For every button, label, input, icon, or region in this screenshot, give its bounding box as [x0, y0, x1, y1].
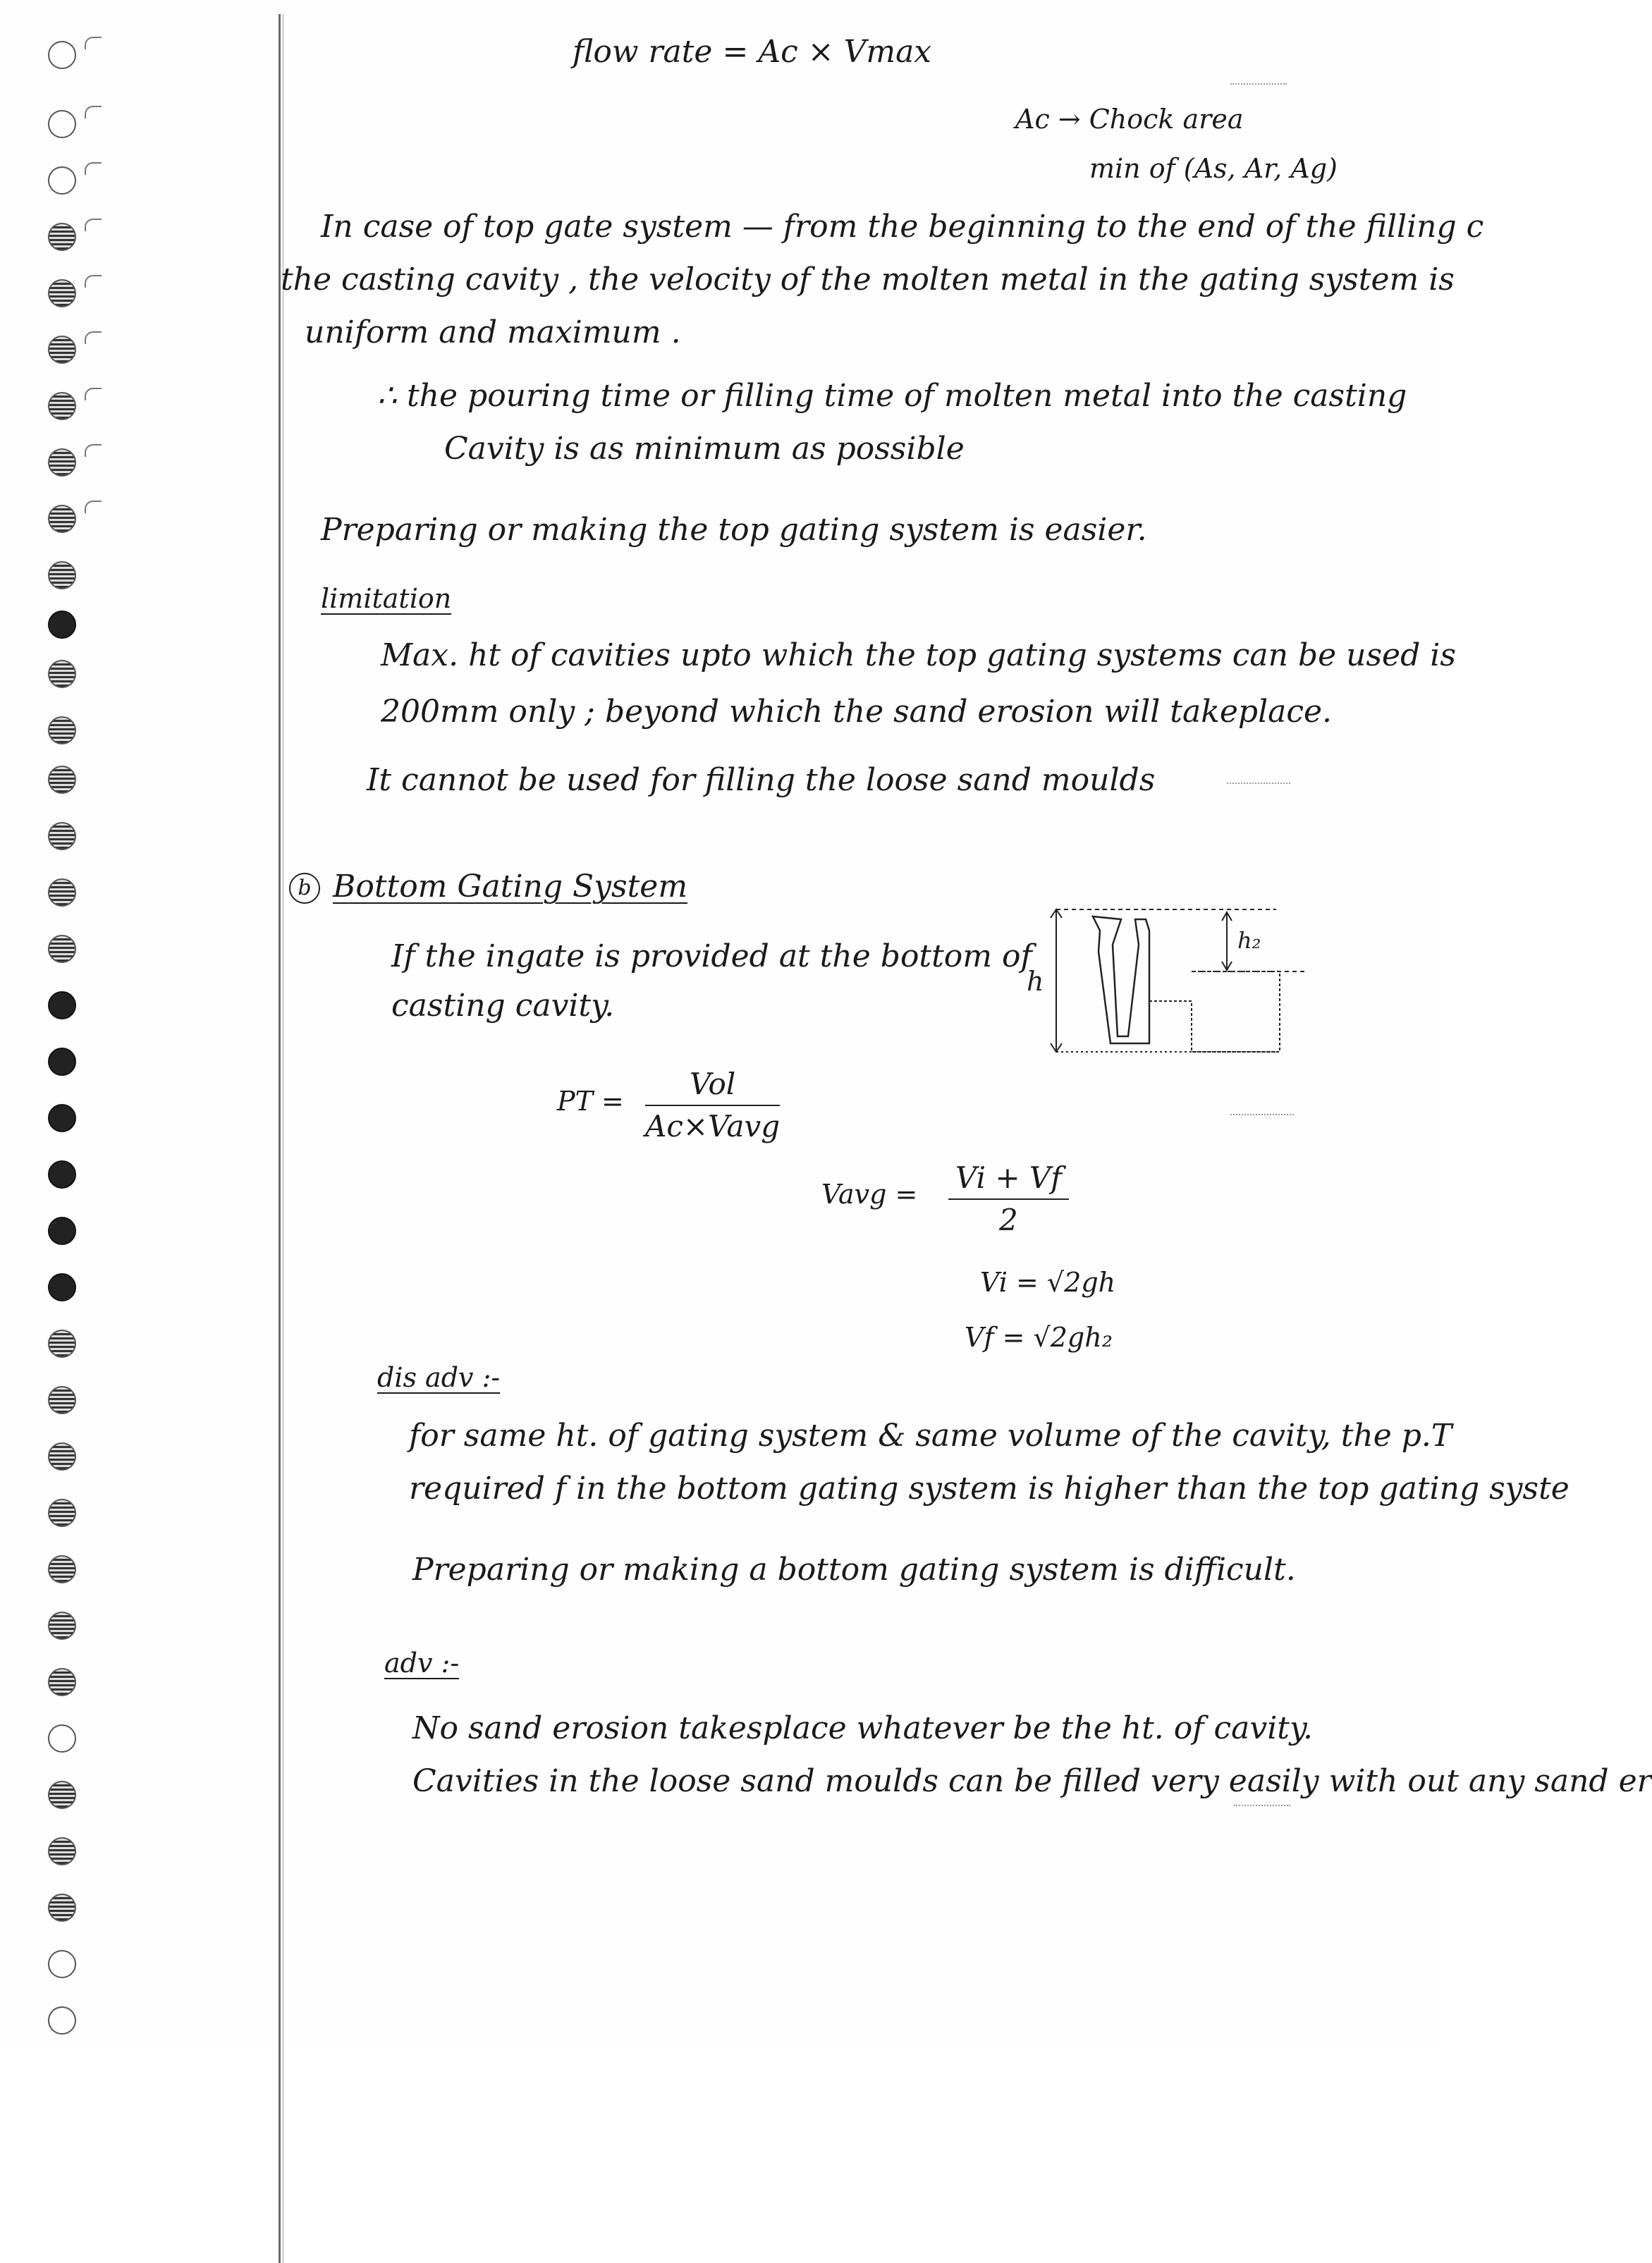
top-gate-para-line-1: In case of top gate system — from the beginning to the end of the filling c	[321, 209, 1484, 245]
adv-line-2: Cavities in the loose sand moulds can be filled very easily with out any sand er	[412, 1763, 1652, 1799]
pt-fraction	[645, 1068, 780, 1143]
binder-hole	[48, 2006, 76, 2035]
binder-hole	[48, 336, 76, 364]
vavg-label: Vavg =	[821, 1179, 918, 1210]
vavg-denominator: 2	[999, 1203, 1018, 1238]
binder-hole	[48, 878, 76, 907]
binder-hole	[48, 935, 76, 963]
binder-tick	[85, 219, 102, 231]
bottom-gate-line-2: casting cavity.	[391, 988, 615, 1024]
pt-numerator: Vol	[645, 1068, 780, 1106]
vi-equation: Vi = √2gh	[980, 1267, 1116, 1298]
limitation-heading: limitation	[321, 583, 452, 614]
limitation-line-2: 200mm only ; beyond which the sand erosion will takeplace.	[381, 694, 1333, 730]
limitation-line-1: Max. ht of cavities upto which the top gating systems can be used is	[381, 637, 1456, 673]
scribble-mark	[1230, 1114, 1294, 1122]
binder-hole	[48, 1442, 76, 1471]
binder-hole	[48, 1048, 76, 1076]
adv-line-1: No sand erosion takesplace whatever be the ht. of cavity.	[412, 1710, 1313, 1746]
binder-hole	[48, 1894, 76, 1922]
binder-hole	[48, 1724, 76, 1753]
scribble-mark	[1227, 783, 1290, 791]
binder-hole	[48, 561, 76, 589]
binder-hole	[48, 822, 76, 850]
binder-hole	[48, 766, 76, 794]
bottom-gating-diagram	[1022, 902, 1318, 1065]
disadv-line-3: Preparing or making a bottom gating system is difficult.	[412, 1552, 1296, 1588]
binder-hole	[48, 505, 76, 533]
binder-hole	[48, 1555, 76, 1583]
binder-tick	[85, 331, 102, 344]
top-gate-easier: Preparing or making the top gating system is easier.	[321, 512, 1147, 548]
mould-cavity	[1149, 971, 1280, 1052]
disadv-line-1: for same ht. of gating system & same volume of the cavity, the p.T	[409, 1418, 1452, 1454]
top-gate-para-line-2: the casting cavity , the velocity of the molten metal in the gating system is	[281, 262, 1455, 298]
binder-hole	[48, 1837, 76, 1865]
binder-hole	[48, 611, 76, 639]
binder-hole	[48, 223, 76, 251]
binder-hole	[48, 448, 76, 477]
binder-hole	[48, 110, 76, 138]
binder-hole	[48, 1612, 76, 1640]
binder-hole	[48, 716, 76, 744]
margin-line	[279, 14, 281, 2263]
binder-tick	[85, 501, 102, 513]
binder-hole	[48, 392, 76, 420]
section-marker-b: b	[289, 873, 320, 904]
vavg-fraction	[948, 1162, 1069, 1237]
bottom-gate-line-1: If the ingate is provided at the bottom of	[391, 938, 1032, 974]
pt-denominator: Ac×Vavg	[645, 1109, 781, 1144]
therefore-line-2: Cavity is as minimum as possible	[444, 431, 965, 467]
binder-hole	[48, 660, 76, 688]
limitation-line-3: It cannot be used for filling the loose sand moulds	[367, 762, 1156, 798]
scribble-mark	[1234, 1805, 1290, 1813]
binder-hole	[48, 1950, 76, 1978]
binder-hole	[48, 1104, 76, 1132]
binder-hole	[48, 991, 76, 1019]
binder-tick	[85, 106, 102, 118]
binder-hole	[48, 41, 76, 69]
vavg-numerator: Vi + Vf	[948, 1162, 1069, 1200]
top-gate-para-line-3: uniform and maximum .	[305, 314, 681, 350]
disadv-line-2: required f in the bottom gating system is higher than the top gating syste	[409, 1471, 1570, 1507]
h2-label: h₂	[1237, 927, 1261, 954]
binder-tick	[85, 162, 102, 175]
pt-label: PT =	[557, 1086, 624, 1117]
binder-hole	[48, 1273, 76, 1301]
binder-hole	[48, 166, 76, 195]
therefore-line-1: ∴ the pouring time or filling time of molten metal into the casting	[377, 378, 1407, 414]
binder-hole	[48, 1499, 76, 1527]
choke-area-min: min of (As, Ar, Ag)	[1089, 153, 1338, 184]
binder-hole	[48, 1217, 76, 1245]
choke-area-definition: Ac → Chock area	[1015, 104, 1244, 135]
binder-tick	[85, 275, 102, 288]
binder-tick	[85, 388, 102, 400]
binder-hole	[48, 1386, 76, 1414]
binder-hole	[48, 1668, 76, 1696]
adv-heading: adv :-	[384, 1648, 460, 1679]
scribble-mark	[1230, 83, 1287, 92]
sprue-shape	[1093, 916, 1149, 1043]
vf-equation: Vf = √2gh₂	[965, 1322, 1113, 1353]
binder-hole	[48, 1781, 76, 1809]
flow-rate-equation: flow rate = Ac × Vmax	[573, 34, 932, 70]
binder-hole	[48, 1160, 76, 1189]
binder-tick	[85, 444, 102, 457]
disadv-heading: dis adv :-	[377, 1362, 501, 1393]
binder-hole	[48, 1330, 76, 1358]
h-label: h	[1027, 966, 1044, 997]
binder-tick	[85, 37, 102, 49]
binder-hole	[48, 279, 76, 307]
bottom-gating-heading: Bottom Gating System	[333, 869, 688, 904]
